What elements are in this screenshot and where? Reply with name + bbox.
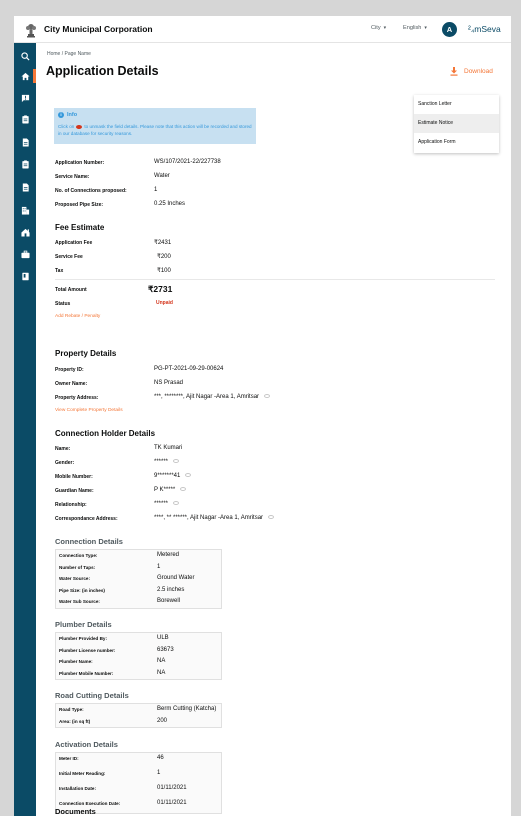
eye-icon[interactable] bbox=[268, 515, 274, 519]
connections-value: 1 bbox=[154, 187, 158, 193]
row-label: Connection Execution Date: bbox=[59, 801, 121, 806]
document-icon bbox=[21, 138, 30, 147]
brand-title: City Municipal Corporation bbox=[44, 24, 153, 34]
eye-icon[interactable] bbox=[173, 459, 179, 463]
eye-icon[interactable] bbox=[180, 487, 186, 491]
divider bbox=[55, 279, 495, 280]
table-row bbox=[56, 716, 221, 728]
total-amount-label: Total Amount bbox=[55, 287, 87, 293]
language-label: English bbox=[403, 25, 422, 31]
relationship-label: Relationship: bbox=[55, 502, 87, 508]
mobile-text: 9*******41 bbox=[154, 473, 181, 479]
app-window bbox=[14, 16, 511, 816]
eye-icon[interactable] bbox=[185, 473, 191, 477]
briefcase-icon bbox=[21, 250, 30, 259]
status-badge: Unpaid bbox=[156, 300, 173, 306]
download-icon bbox=[450, 67, 458, 76]
pipe-size-label: Proposed Pipe Size: bbox=[55, 202, 104, 208]
row-value: 01/11/2021 bbox=[157, 785, 187, 791]
sidebar-item-briefcase[interactable] bbox=[14, 245, 36, 263]
city-select[interactable] bbox=[371, 25, 386, 31]
table-row bbox=[56, 550, 221, 562]
row-value: Ground Water bbox=[157, 575, 195, 581]
row-label: Initial Meter Reading: bbox=[59, 771, 106, 776]
row-label: Plumber Name: bbox=[59, 659, 93, 664]
sidebar-item-home[interactable] bbox=[14, 67, 36, 85]
row-label: Number of Taps: bbox=[59, 564, 96, 570]
total-amount-value: ₹2731 bbox=[148, 284, 173, 294]
sidebar bbox=[14, 43, 36, 816]
info-icon: i bbox=[58, 112, 64, 118]
row-value: 01/11/2021 bbox=[157, 800, 187, 806]
sidebar-item-building[interactable] bbox=[14, 201, 36, 219]
chevron-down-icon: ▾ bbox=[424, 25, 427, 31]
sidebar-item-book[interactable] bbox=[14, 267, 36, 285]
correspondence-address-value bbox=[154, 515, 274, 521]
guardian-text: P K***** bbox=[154, 487, 176, 493]
table-row bbox=[56, 753, 221, 768]
row-value: 1 bbox=[157, 770, 161, 776]
row-label: Water Source: bbox=[59, 576, 90, 581]
row-value: ULB bbox=[157, 635, 169, 641]
correspondence-address-label: Correspondance Address: bbox=[55, 516, 118, 522]
eye-icon bbox=[76, 125, 82, 129]
add-rebate-link[interactable]: Add Rebate / Penalty bbox=[55, 314, 101, 319]
eye-icon[interactable] bbox=[173, 501, 179, 505]
row-value: 63673 bbox=[157, 646, 174, 653]
house-icon bbox=[21, 228, 30, 237]
service-name-label: Service Name: bbox=[55, 174, 90, 180]
row-label: Plumber Provided By: bbox=[59, 636, 107, 641]
property-address-label: Property Address: bbox=[55, 395, 99, 401]
connection-details-title: Connection Details bbox=[55, 537, 123, 546]
sidebar-item-complaints[interactable] bbox=[14, 89, 36, 107]
table-row bbox=[56, 645, 221, 657]
menu-item-sanction-letter[interactable]: Sanction Letter bbox=[418, 101, 452, 107]
building-icon bbox=[21, 206, 30, 215]
table-row bbox=[56, 596, 221, 608]
documents-title: Documents bbox=[55, 807, 96, 816]
info-title: Info bbox=[67, 112, 78, 118]
property-address-value bbox=[154, 394, 270, 400]
owner-name-value: NS Prasad bbox=[154, 380, 184, 386]
row-label: Meter ID: bbox=[59, 756, 79, 761]
table-row bbox=[56, 585, 221, 597]
table-row bbox=[56, 668, 221, 680]
correspondence-address-text: ****, ** ******, Ajit Nagar -Area 1, Amritsar bbox=[154, 515, 264, 521]
application-fee-value: ₹2431 bbox=[154, 240, 172, 246]
application-fee-label: Application Fee bbox=[55, 240, 93, 246]
gender-text: ****** bbox=[154, 459, 169, 465]
activation-details-card bbox=[55, 752, 222, 814]
guardian-label: Guardian Name: bbox=[55, 488, 94, 494]
plumber-details-card bbox=[55, 632, 222, 680]
row-value: NA bbox=[157, 658, 166, 664]
gender-value bbox=[154, 459, 179, 465]
row-value: 200 bbox=[157, 717, 168, 724]
info-text-end: to unmask the field details. Please note that this action will be recorded and stored in our database for security reasons. bbox=[58, 124, 252, 136]
row-label: Road Type: bbox=[59, 707, 84, 712]
table-row bbox=[56, 656, 221, 668]
city-label: City bbox=[371, 25, 381, 31]
state-emblem-icon bbox=[25, 21, 37, 38]
application-number-value: WS/107/2021-22/227738 bbox=[154, 159, 221, 165]
connection-holder-title: Connection Holder Details bbox=[55, 429, 156, 438]
sidebar-item-receipt[interactable] bbox=[14, 155, 36, 173]
table-row bbox=[56, 768, 221, 783]
row-value: 46 bbox=[157, 755, 164, 761]
fee-estimate-title: Fee Estimate bbox=[55, 223, 105, 232]
guardian-value bbox=[154, 487, 186, 493]
application-number-label: Application Number: bbox=[55, 160, 105, 166]
user-avatar[interactable]: A bbox=[442, 22, 457, 37]
row-value: 1 bbox=[157, 563, 161, 570]
table-row bbox=[56, 633, 221, 645]
activation-details-title: Activation Details bbox=[55, 740, 118, 749]
mobile-value bbox=[154, 473, 191, 479]
connections-label: No. of Connections proposed: bbox=[55, 188, 127, 194]
row-label: Connection Type: bbox=[59, 553, 98, 558]
download-menu bbox=[414, 95, 499, 153]
search-icon bbox=[21, 52, 30, 61]
row-value: NA bbox=[157, 669, 166, 676]
row-value: Borewell bbox=[157, 598, 181, 604]
receipt-icon bbox=[21, 160, 30, 169]
main-content bbox=[36, 43, 511, 816]
info-text-start: Click on bbox=[58, 124, 75, 129]
table-row bbox=[56, 573, 221, 585]
row-label: Water Sub Source: bbox=[59, 599, 100, 604]
property-address-text: ***, ********, Ajit Nagar -Area 1, Amritsar bbox=[154, 394, 260, 400]
table-row bbox=[56, 562, 221, 574]
sidebar-item-document[interactable] bbox=[14, 133, 36, 151]
download-button[interactable] bbox=[450, 67, 493, 76]
info-header bbox=[58, 112, 252, 118]
book-icon bbox=[21, 272, 30, 281]
row-label: Installation Date: bbox=[59, 786, 97, 791]
mseva-logo: ²₄mSeva bbox=[468, 24, 501, 34]
menu-item-estimate-notice[interactable]: Estimate Notice bbox=[414, 114, 499, 133]
connection-details-card bbox=[55, 549, 222, 609]
row-value: 2.5 inches bbox=[157, 586, 185, 593]
sidebar-item-search[interactable] bbox=[14, 47, 36, 65]
plumber-details-title: Plumber Details bbox=[55, 620, 112, 629]
pipe-size-value: 0.25 Inches bbox=[154, 201, 186, 207]
gender-label: Gender: bbox=[55, 460, 75, 466]
owner-name-label: Owner Name: bbox=[55, 381, 88, 387]
row-label: Pipe Size: (in inches) bbox=[59, 587, 105, 593]
home-icon bbox=[21, 72, 30, 81]
service-fee-value: ₹200 bbox=[157, 254, 171, 260]
menu-item-application-form[interactable]: Application Form bbox=[418, 139, 456, 145]
sidebar-item-clipboard[interactable] bbox=[14, 110, 36, 128]
top-header bbox=[14, 16, 511, 43]
table-row bbox=[56, 783, 221, 798]
chevron-down-icon: ▾ bbox=[383, 25, 387, 31]
page-title: Application Details bbox=[46, 64, 159, 78]
row-value: Metered bbox=[157, 552, 180, 558]
clipboard-icon bbox=[21, 115, 30, 124]
road-cutting-title: Road Cutting Details bbox=[55, 691, 129, 700]
road-cutting-card bbox=[55, 703, 222, 728]
mobile-label: Mobile Number: bbox=[55, 474, 93, 480]
status-label: Status bbox=[55, 301, 71, 307]
table-row bbox=[56, 704, 221, 716]
eye-icon[interactable] bbox=[264, 394, 270, 398]
relationship-value bbox=[154, 501, 179, 507]
holder-name-label: Name: bbox=[55, 446, 71, 452]
holder-name-value: TK Kumari bbox=[154, 445, 183, 451]
relationship-text: ****** bbox=[154, 501, 169, 507]
complaint-icon bbox=[21, 94, 30, 103]
sidebar-item-property[interactable] bbox=[14, 223, 36, 241]
info-text bbox=[58, 123, 252, 137]
row-value: Berm Cutting (Katcha) bbox=[157, 706, 217, 712]
file-icon bbox=[21, 183, 30, 192]
row-label: Area: (in sq ft) bbox=[59, 718, 91, 724]
breadcrumb[interactable]: Home / Page Name bbox=[47, 51, 91, 57]
service-fee-label: Service Fee bbox=[55, 254, 83, 260]
view-property-link[interactable]: View Complete Property Details bbox=[55, 408, 123, 413]
row-label: Plumber License number: bbox=[59, 647, 116, 653]
property-details-title: Property Details bbox=[55, 349, 117, 358]
language-select[interactable] bbox=[403, 25, 427, 31]
property-id-label: Property ID: bbox=[55, 367, 84, 373]
sidebar-item-file[interactable] bbox=[14, 178, 36, 196]
service-name-value: Water bbox=[154, 173, 170, 179]
info-banner bbox=[54, 108, 256, 144]
tax-label: Tax bbox=[55, 268, 64, 274]
property-id-value: PG-PT-2021-09-29-00624 bbox=[154, 366, 224, 372]
row-label: Plumber Mobile Number: bbox=[59, 670, 114, 676]
tax-value: ₹100 bbox=[157, 268, 171, 274]
download-label: Download bbox=[464, 68, 493, 75]
